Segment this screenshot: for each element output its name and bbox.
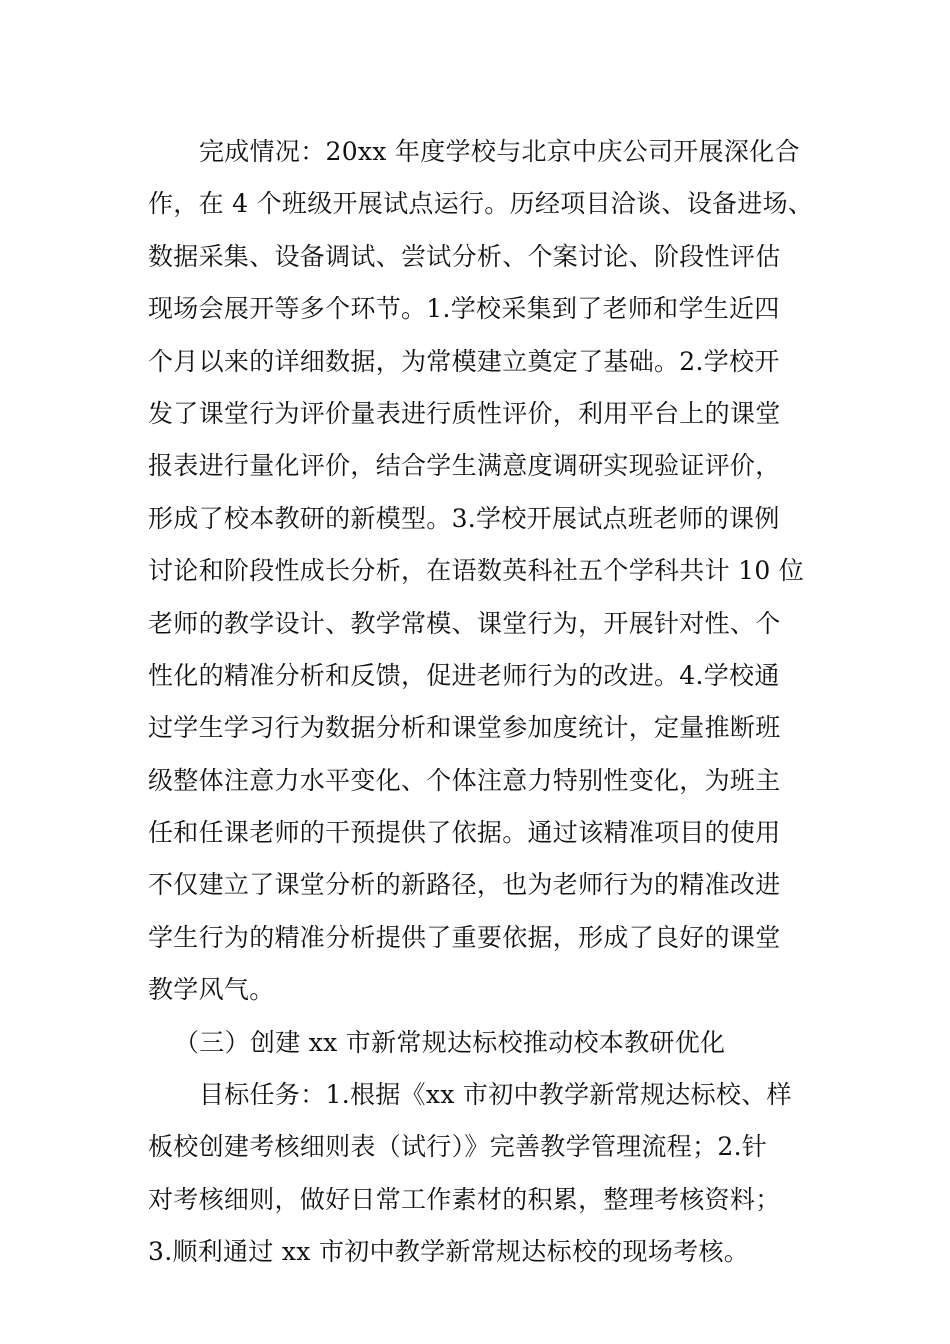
text-line: 个月以来的详细数据，为常模建立奠定了基础。2.学校开: [148, 346, 780, 376]
text-line: 现场会展开等多个环节。1.学校采集到了老师和学生近四: [148, 294, 780, 324]
text-line: 任和任课老师的干预提供了依据。通过该精准项目的使用: [148, 818, 781, 848]
text-line: 3.顺利通过 xx 市初中教学新常规达标校的现场考核。: [148, 1237, 750, 1267]
text-line: 学生行为的精准分析提供了重要依据，形成了良好的课堂: [148, 922, 781, 952]
text-line: 讨论和阶段性成长分析，在语数英科社五个学科共计 10 位: [148, 556, 805, 586]
text-line: 作，在 4 个班级开展试点运行。历经项目洽谈、设备进场、: [148, 189, 814, 219]
text-line: 不仅建立了课堂分析的新路径，也为老师行为的精准改进: [148, 870, 781, 900]
section-heading: [148, 1017, 808, 1069]
text-line: 级整体注意力水平变化、个体注意力特别性变化，为班主: [148, 765, 781, 795]
text-line: 形成了校本教研的新模型。3.学校开展试点班老师的课例: [148, 503, 780, 533]
section-heading-text: （三）创建 xx 市新常规达标校推动校本教研优化: [174, 1027, 726, 1057]
text-line: 教学风气。: [148, 975, 275, 1005]
text-line: 发了课堂行为评价量表进行质性评价，利用平台上的课堂: [148, 398, 781, 428]
text-line: 目标任务：1.根据《xx 市初中教学新常规达标校、样: [199, 1080, 792, 1110]
paragraph-goals: [148, 1069, 808, 1279]
text-line: 报表进行量化评价，结合学生满意度调研实现验证评价，: [148, 451, 781, 481]
text-line: 板校创建考核细则表（试行）》完善教学管理流程；2.针: [148, 1132, 768, 1162]
document-body: [148, 126, 814, 1279]
text-line: 数据采集、设备调试、尝试分析、个案讨论、阶段性评估: [148, 241, 781, 271]
text-line: 性化的精准分析和反馈，促进老师行为的改进。4.学校通: [148, 660, 780, 690]
text-line: 对考核细则，做好日常工作素材的积累，整理考核资料；: [148, 1184, 781, 1214]
text-line: 完成情况：20xx 年度学校与北京中庆公司开展深化合: [199, 137, 800, 166]
paragraph-completion-status: [148, 126, 814, 1017]
text-line: 过学生学习行为数据分析和课堂参加度统计，定量推断班: [148, 713, 781, 743]
text-line: 老师的教学设计、教学常模、课堂行为，开展针对性、个: [148, 608, 781, 638]
